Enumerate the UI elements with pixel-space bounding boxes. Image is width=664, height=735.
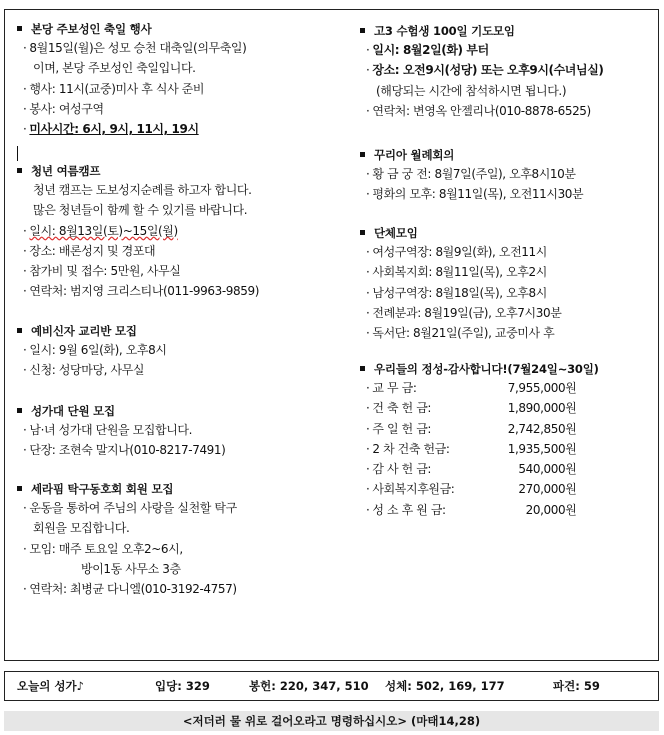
- feast-mass-times: · 미사시간: 6시, 9시, 11시, 19시: [17, 119, 246, 139]
- section-title: 세라핌 탁구동호회 회원 모집: [17, 480, 237, 498]
- bullet-square-icon: [360, 230, 365, 235]
- feast-line-2: 이며, 본당 주보성인 축일입니다.: [33, 61, 196, 76]
- curia-line-1: · 황 금 궁 전: 8월7일(주일), 오후8시10분: [360, 164, 583, 184]
- hymn-entrance: 입당: 329: [155, 679, 210, 693]
- hymn-offertory: 봉헌: 220, 347, 510: [249, 679, 369, 693]
- catechism-apply: · 신청: 성당마당, 사무실: [17, 360, 167, 380]
- camp-date: · 일시: 8월13일(토)~15일(월): [17, 221, 259, 241]
- tennis-line-1: · 운동을 통하여 주님의 사랑을 실천할 탁구: [17, 498, 237, 518]
- bullet-square-icon: [360, 152, 365, 157]
- text-cursor: [17, 146, 18, 161]
- section-feast: [17, 20, 246, 139]
- bullet-square-icon: [17, 328, 22, 333]
- camp-line-2: 많은 청년들이 함께 할 수 있기를 바랍니다.: [33, 203, 248, 218]
- camp-line-1: 청년 캠프는 도보성지순례를 하고자 합니다.: [33, 183, 252, 197]
- curia-line-2: · 평화의 모후: 8월11일(목), 오전11시30분: [360, 184, 583, 204]
- bulletin-main-box: [4, 9, 659, 661]
- bullet-square-icon: [17, 26, 22, 31]
- prayer-date: · 일시: 8월2일(화) 부터: [360, 40, 603, 60]
- section-title: 고3 수험생 100일 기도모임: [360, 22, 603, 40]
- camp-place: · 장소: 배론성지 및 경포대: [17, 241, 259, 261]
- tennis-contact: · 연락처: 최병균 다니엘(010-3192-4757): [17, 579, 237, 599]
- section-title: 우리들의 정성-감사합니다!(7월24일~30일): [360, 360, 599, 378]
- tennis-location: 방이1동 사무소 3층: [81, 561, 181, 576]
- section-curia: [360, 146, 583, 205]
- hymn-communion: 성체: 502, 169, 177: [385, 679, 505, 693]
- catechism-date: · 일시: 9월 6일(화), 오후8시: [17, 340, 167, 360]
- choir-leader: · 단장: 조현숙 말지나(010-8217-7491): [17, 440, 225, 460]
- section-exam-prayer: [360, 22, 603, 121]
- section-title: 본당 주보성인 축일 행사: [17, 20, 246, 38]
- tennis-line-2: 회원을 모집합니다.: [33, 521, 130, 536]
- section-title: 예비신자 교리반 모집: [17, 322, 167, 340]
- meeting-line-4: · 전례분과: 8월19일(금), 오후7시30분: [360, 303, 561, 323]
- prayer-note: (해당되는 시간에 참석하시면 됩니다.): [376, 83, 567, 98]
- feast-line-1: · 8월15일(월)은 성모 승천 대축일(의무축일): [17, 38, 246, 58]
- feast-service: · 봉사: 여성구역: [17, 99, 246, 119]
- section-catechism: [17, 322, 167, 381]
- section-offerings: [360, 360, 599, 520]
- offering-row: · 건 축 헌 금: 1,890,000원: [360, 398, 599, 418]
- bullet-square-icon: [360, 366, 365, 371]
- bullet-square-icon: [17, 408, 22, 413]
- meeting-line-2: · 사회복지회: 8월11일(목), 오후2시: [360, 262, 561, 282]
- choir-line-1: · 남·녀 성가대 단원을 모집합니다.: [17, 420, 225, 440]
- bullet-square-icon: [360, 28, 365, 33]
- tennis-meeting: · 모임: 매주 토요일 오후2~6시,: [17, 539, 237, 559]
- section-table-tennis: [17, 480, 237, 599]
- meeting-line-3: · 남성구역장: 8월18일(목), 오후8시: [360, 283, 561, 303]
- hymn-bar: [4, 671, 659, 701]
- offering-row: · 사회복지후원금: 270,000원: [360, 479, 599, 499]
- offering-row: · 2 차 건축 헌금: 1,935,500원: [360, 439, 599, 459]
- offering-row: · 감 사 헌 금: 540,000원: [360, 459, 599, 479]
- section-group-meetings: [360, 224, 561, 343]
- prayer-place: · 장소: 오전9시(성당) 또는 오후9시(수녀님실): [360, 60, 603, 80]
- section-title: 청년 여름캠프: [17, 162, 259, 180]
- bible-verse: <저더러 물 위로 걸어오라고 명령하십시오> (마태14,28): [4, 711, 659, 731]
- feast-event: · 행사: 11시(교중)미사 후 식사 준비: [17, 79, 246, 99]
- bullet-square-icon: [17, 486, 22, 491]
- meeting-line-5: · 독서단: 8월21일(주일), 교중미사 후: [360, 323, 561, 343]
- prayer-contact: · 연락처: 변영옥 안젤리나(010-8878-6525): [360, 101, 603, 121]
- section-title: 꾸리아 월례회의: [360, 146, 583, 164]
- bullet-square-icon: [17, 168, 22, 173]
- section-youth-camp: [17, 162, 259, 302]
- camp-contact: · 연락처: 범지영 크리스티나(011-9963-9859): [17, 281, 259, 301]
- offering-row: · 성 소 후 원 금: 20,000원: [360, 500, 599, 520]
- hymn-dismissal: 파견: 59: [553, 679, 600, 693]
- section-title: 단체모임: [360, 224, 561, 242]
- meeting-line-1: · 여성구역장: 8월9일(화), 오전11시: [360, 242, 561, 262]
- camp-fee: · 참가비 및 접수: 5만원, 사무실: [17, 261, 259, 281]
- hymn-label: 오늘의 성가♪: [17, 679, 84, 693]
- section-choir: [17, 402, 225, 461]
- offering-row: · 교 무 금: 7,955,000원: [360, 378, 599, 398]
- offering-row: · 주 일 헌 금: 2,742,850원: [360, 419, 599, 439]
- section-title: 성가대 단원 모집: [17, 402, 225, 420]
